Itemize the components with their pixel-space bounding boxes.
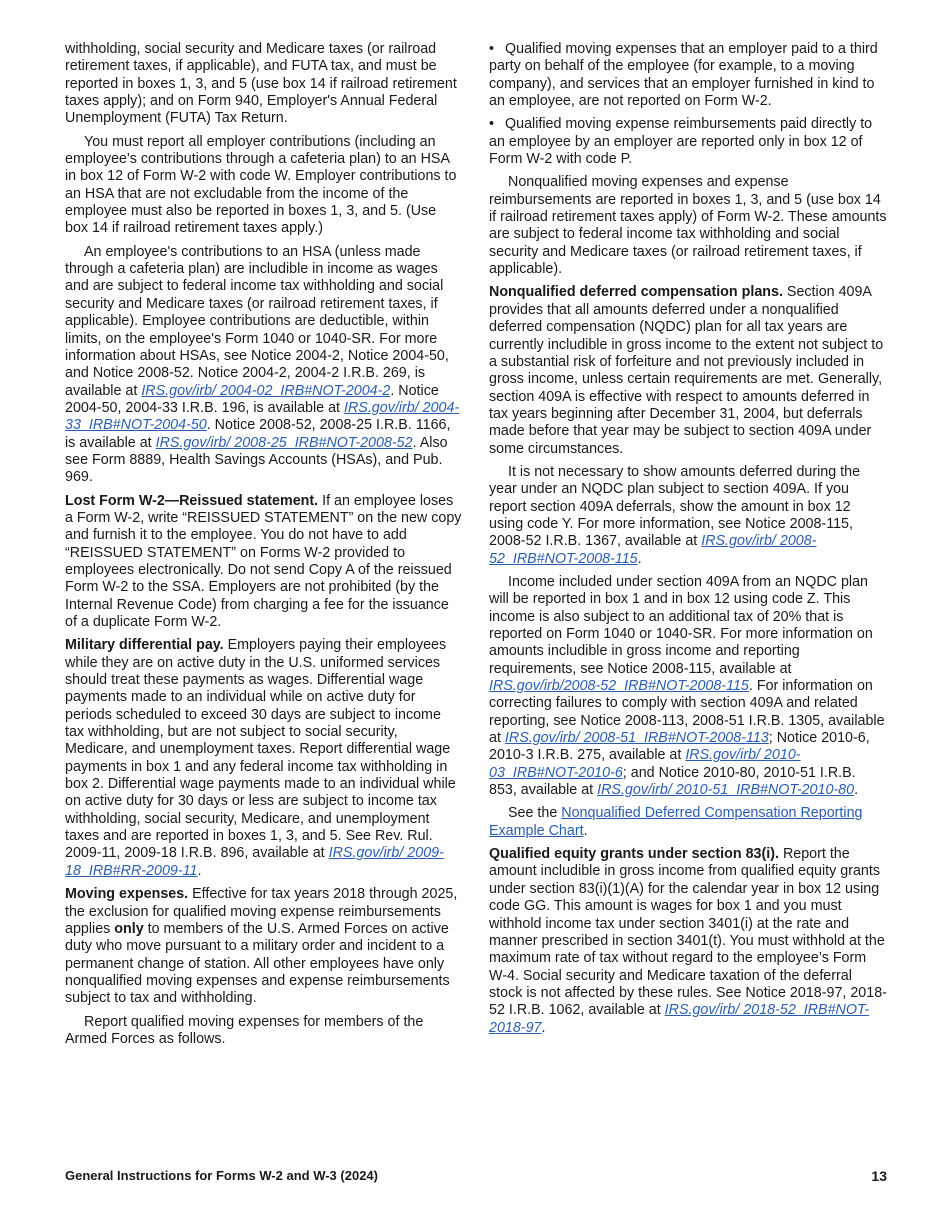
paragraph-text: It is not necessary to show amounts deferred during the year under an NQDC plan subject to section 409A. If you report section 409A deferrals, show the amount in box 12 using code Y. For more information, see Notice 2008-115, 2008-52 I.R.B. 1367, available at [489, 463, 861, 550]
link-notice-2004-50[interactable]: IRS.gov/irb/ 2004-33_IRB#NOT-2004-50 [65, 399, 460, 434]
bullet-icon: • [489, 116, 495, 133]
paragraph-hsa-employer-contributions [65, 134, 463, 238]
paragraph-hsa-employee-contributions [65, 244, 463, 487]
paragraph-text: Employers paying their employees while they are on active duty in the U.S. uniformed services should treat these payments as wages. Differential wage payments made to an individual while on active duty for periods scheduled to exceed 30 days are subject to income tax withholding, but are not subject to social security, Medicare, and unemployment taxes. Report differential wage payments in box 1 and any federal income tax withholding in box 2. Differential wage payments made to an individual while on active duty for 30 days or less are subject to income tax withholding, social security, Medicare, and unemployment taxes and are reported in boxes 1, 3, and 5. See Rev. Rul. 2009-11, 2009-18 I.R.B. 896, available at [65, 637, 456, 862]
page-number: 13 [871, 1168, 887, 1184]
bullet-text: Qualified moving expenses that an employer paid to a third party on behalf of the employee (for example, to a moving company), and services that an employer furnished in kind to an employee, are not reported on Form W-2. [489, 41, 878, 110]
bullet-item-third-party-moving [489, 41, 887, 110]
paragraph-see-chart [489, 805, 887, 840]
section-heading: Moving expenses. [65, 886, 189, 903]
section-military-differential-pay [65, 637, 463, 880]
section-heading: Military differential pay. [65, 637, 224, 654]
paragraph-409a-income [489, 574, 887, 799]
paragraph-futa-continuation [65, 41, 463, 128]
paragraph-text: to members of the U.S. Armed Forces on active duty who move pursuant to a military order and incident to a permanent change of station. All other employees have only nonqualified moving expenses and expense reimbursements subject to tax and withholding. [65, 920, 450, 1007]
paragraph-text: . Notice 2008-52, 2008-25 I.R.B. 1166, is available at [65, 417, 451, 451]
section-qualified-equity-grants [489, 846, 887, 1037]
left-column [65, 41, 463, 1054]
paragraph-text: . For information on correcting failures to comply with section 409A and related reporting, see Notice 2008-113, 2008-51 I.R.B. 1305, available at [489, 678, 885, 747]
link-notice-2008-115-b[interactable]: IRS.gov/irb/2008-52_IRB#NOT-2008-115 [489, 678, 749, 695]
paragraph-text: Report qualified moving expenses for members of the Armed Forces as follows. [65, 1013, 424, 1047]
paragraph-text: . [197, 862, 202, 879]
section-lost-form-w2 [65, 493, 463, 632]
emphasis-only: only [114, 920, 144, 937]
link-notice-2008-115[interactable]: IRS.gov/irb/ 2008-52_IRB#NOT-2008-115 [489, 533, 817, 567]
section-nonqualified-deferred-compensation [489, 284, 887, 457]
paragraph-text: . [541, 1019, 546, 1036]
paragraph-nonqualified-moving [489, 174, 887, 278]
paragraph-report-qualified-moving [65, 1014, 463, 1049]
paragraph-text: . [854, 782, 859, 799]
link-notice-2008-113[interactable]: IRS.gov/irb/ 2008-51_IRB#NOT-2008-113 [504, 730, 769, 747]
right-column [489, 41, 887, 1043]
bullet-text: Qualified moving expense reimbursements paid directly to an employee by an employer are reported only in box 12 of Form W-2 with code P. [489, 116, 873, 168]
link-notice-2008-52[interactable]: IRS.gov/irb/ 2008-25_IRB#NOT-2008-52 [155, 434, 413, 451]
link-notice-2004-2[interactable]: IRS.gov/irb/ 2004-02_IRB#NOT-2004-2 [141, 382, 391, 399]
paragraph-text: Income included under section 409A from an NQDC plan will be reported in box 1 and in box 12 using code Z. This income is also subject to an additional tax of 20% that is reported on Form 1040 or 1040-SR. For more information on amounts includible in gross income and reporting requirements, see Notice 2008-115, available at [489, 573, 873, 677]
paragraph-text: ; Notice 2010-6, 2010-3 I.R.B. 275, available at [489, 730, 870, 764]
bullet-item-reimbursements-code-p [489, 116, 887, 168]
paragraph-text: You must report all employer contributions (including an employee's contributions through a cafeteria plan) to an HSA in box 12 of Form W-2 with code W. Employer contributions to an HSA that are not excludable from the income of the employee must also be reported in boxes 1, 3, and 5. (Use box 14 if railroad retirement taxes apply.) [65, 133, 457, 237]
link-nqdc-reporting-chart[interactable]: Nonqualified Deferred Compensation Reporting Example Chart [489, 805, 863, 839]
link-notice-2010-6[interactable]: IRS.gov/irb/ 2010-03_IRB#NOT-2010-6 [489, 747, 801, 781]
link-notice-2010-80[interactable]: IRS.gov/irb/ 2010-51_IRB#NOT-2010-80 [597, 782, 855, 799]
paragraph-text: . [637, 550, 642, 567]
paragraph-text: See the [508, 805, 562, 822]
paragraph-text: . Notice 2004-50, 2004-33 I.R.B. 196, is available at [65, 382, 439, 416]
section-moving-expenses [65, 886, 463, 1007]
section-heading: Nonqualified deferred compensation plans. [489, 284, 783, 301]
paragraph-text: Effective for tax years 2018 through 2025, the exclusion for qualified moving expense reimbursements applies [65, 886, 458, 937]
paragraph-text: . [583, 822, 588, 839]
paragraph-text: An employee's contributions to an HSA (unless made through a cafeteria plan) are includible in income as wages and are subject to federal income tax withholding and social security and Medicare taxes (or railroad retirement taxes, if applicable). Employee contributions are deductible, within limits, on the employee's Form 1040 or 1040-SR. For more information about HSAs, see Notice 2004-2, Notice 2004-50, and Notice 2008-52. Notice 2004-2, 2004-2 I.R.B. 269, is available at [65, 243, 449, 399]
paragraph-text: Section 409A provides that all amounts deferred under a nonqualified deferred compensation (NQDC) plan for all tax years are currently includible in gross income to the extent not subject to a substantial risk of forfeiture and not previously included in gross income, unless certain requirements are met. Generally, section 409A is effective with respect to amounts deferred in tax years beginning after December 31, 2004, but deferrals made before that year may be subject to section 409A under some circumstances. [489, 284, 884, 457]
section-heading: Qualified equity grants under section 83(i). [489, 846, 779, 863]
link-rev-rul-2009-11[interactable]: IRS.gov/irb/ 2009-18_IRB#RR-2009-11 [65, 845, 444, 879]
link-notice-2018-97[interactable]: IRS.gov/irb/ 2018-52_IRB#NOT-2018-97 [489, 1002, 870, 1036]
paragraph-text: Nonqualified moving expenses and expense reimbursements are reported in boxes 1, 3, and 5 (use box 14 if railroad retirement taxes apply) of Form W-2. These amounts are subject to federal income tax withholding and social security and Medicare taxes (or railroad retirement taxes, if applicable). [489, 174, 887, 278]
footer-title: General Instructions for Forms W-2 and W-3 (2024) [65, 1168, 378, 1183]
paragraph-text: . Also see Form 8889, Health Savings Accounts (HSAs), and Pub. 969. [65, 434, 448, 486]
section-heading: Lost Form W-2—Reissued statement. [65, 492, 319, 509]
page-footer [65, 1168, 887, 1188]
paragraph-text: ; and Notice 2010-80, 2010-51 I.R.B. 853, available at [489, 764, 856, 799]
paragraph-text: Report the amount includible in gross income from qualified equity grants under section 83(i)(1)(A) for the calendar year in box 12 using code GG. This amount is wages for box 1 and you must withhold income tax under section 3401(i) at the rate and manner prescribed in section 3401(t). You must withhold at the maximum rate of tax without regard to the employee’s Form W-4. Social security and Medicare taxation of the deferral stock is not affected by these rules. See Notice 2018-97, 2018-52 I.R.B. 1062, available at [489, 846, 887, 1019]
bullet-icon: • [489, 41, 495, 57]
paragraph-text: If an employee loses a Form W-2, write “REISSUED STATEMENT” on the new copy and furnish it to the employee. You do not have to add “REISSUED STATEMENT” on Forms W-2 provided to employees electronically. Do not send Copy A of the reissued Form W-2 to the SSA. Employers are not prohibited (by the Internal Revenue Code) from charging a fee for the issuance of a duplicate Form W-2. [65, 492, 462, 630]
paragraph-text: withholding, social security and Medicare taxes (or railroad retirement taxes, if applicable), and FUTA tax, and must be reported in boxes 1, 3, and 5 (use box 14 if railroad retirement taxes apply); and on Form 940, Employer's Annual Federal Unemployment (FUTA) Tax Return. [65, 41, 457, 127]
paragraph-409a-deferrals [489, 464, 887, 568]
